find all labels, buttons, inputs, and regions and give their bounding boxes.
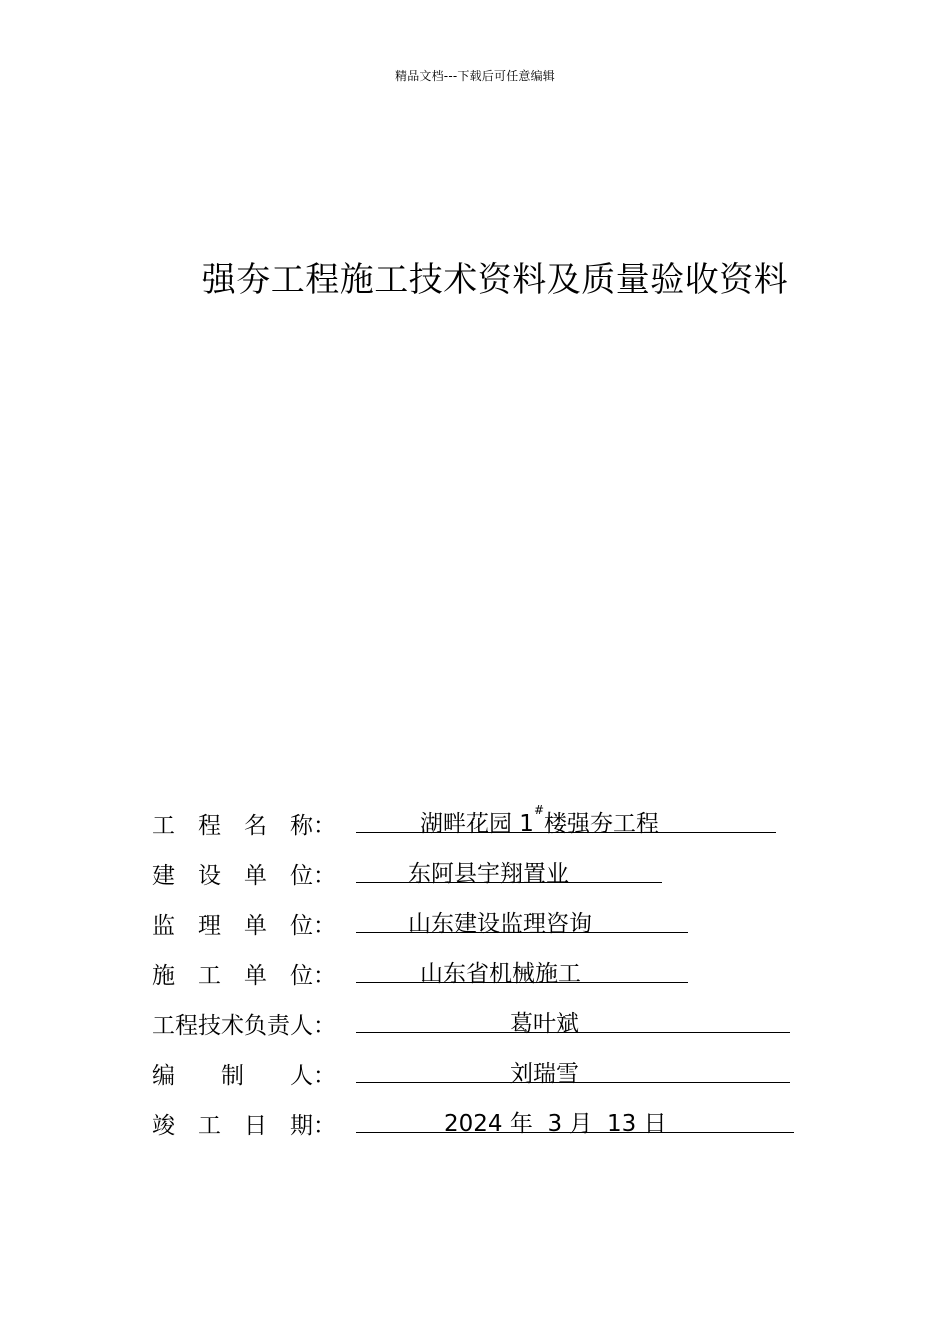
field-label: 工 程 名 称： [152, 813, 336, 839]
field-value-line [356, 1053, 790, 1087]
field-value: 东阿县宇翔置业 [408, 861, 569, 887]
field-value-line [356, 1103, 794, 1137]
field-label: 建 设 单 位： [152, 863, 336, 889]
field-label: 施 工 单 位： [152, 963, 336, 989]
field-value-line [356, 803, 776, 837]
field-value: 湖畔花园 1#楼强夯工程 [420, 803, 660, 837]
field-completion-date [152, 1103, 812, 1153]
field-value: 刘瑞雪 [510, 1061, 579, 1087]
field-tech-lead [152, 1003, 812, 1053]
field-label: 编 制 人： [152, 1063, 336, 1089]
superscript-mark: # [533, 803, 545, 817]
field-contractor [152, 953, 812, 1003]
field-value-line [356, 853, 662, 887]
document-title: 强夯工程施工技术资料及质量验收资料 [201, 260, 789, 300]
field-label: 工程技术负责人： [152, 1013, 336, 1039]
project-info-block [152, 803, 812, 1153]
field-author [152, 1053, 812, 1103]
field-value: 2024 年 3 月 13 日 [444, 1111, 667, 1137]
field-client [152, 853, 812, 903]
field-value-line [356, 903, 688, 937]
field-supervisor [152, 903, 812, 953]
field-label: 监 理 单 位： [152, 913, 336, 939]
field-label: 竣 工 日 期： [152, 1113, 336, 1139]
page-header-note: 精品文档---下载后可任意编辑 [395, 69, 555, 83]
field-value-line [356, 953, 688, 987]
field-project-name [152, 803, 812, 853]
field-value-line [356, 1003, 790, 1037]
field-value: 山东建设监理咨询 [408, 911, 592, 937]
field-value: 山东省机械施工 [420, 961, 581, 987]
field-value: 葛叶斌 [510, 1011, 579, 1037]
